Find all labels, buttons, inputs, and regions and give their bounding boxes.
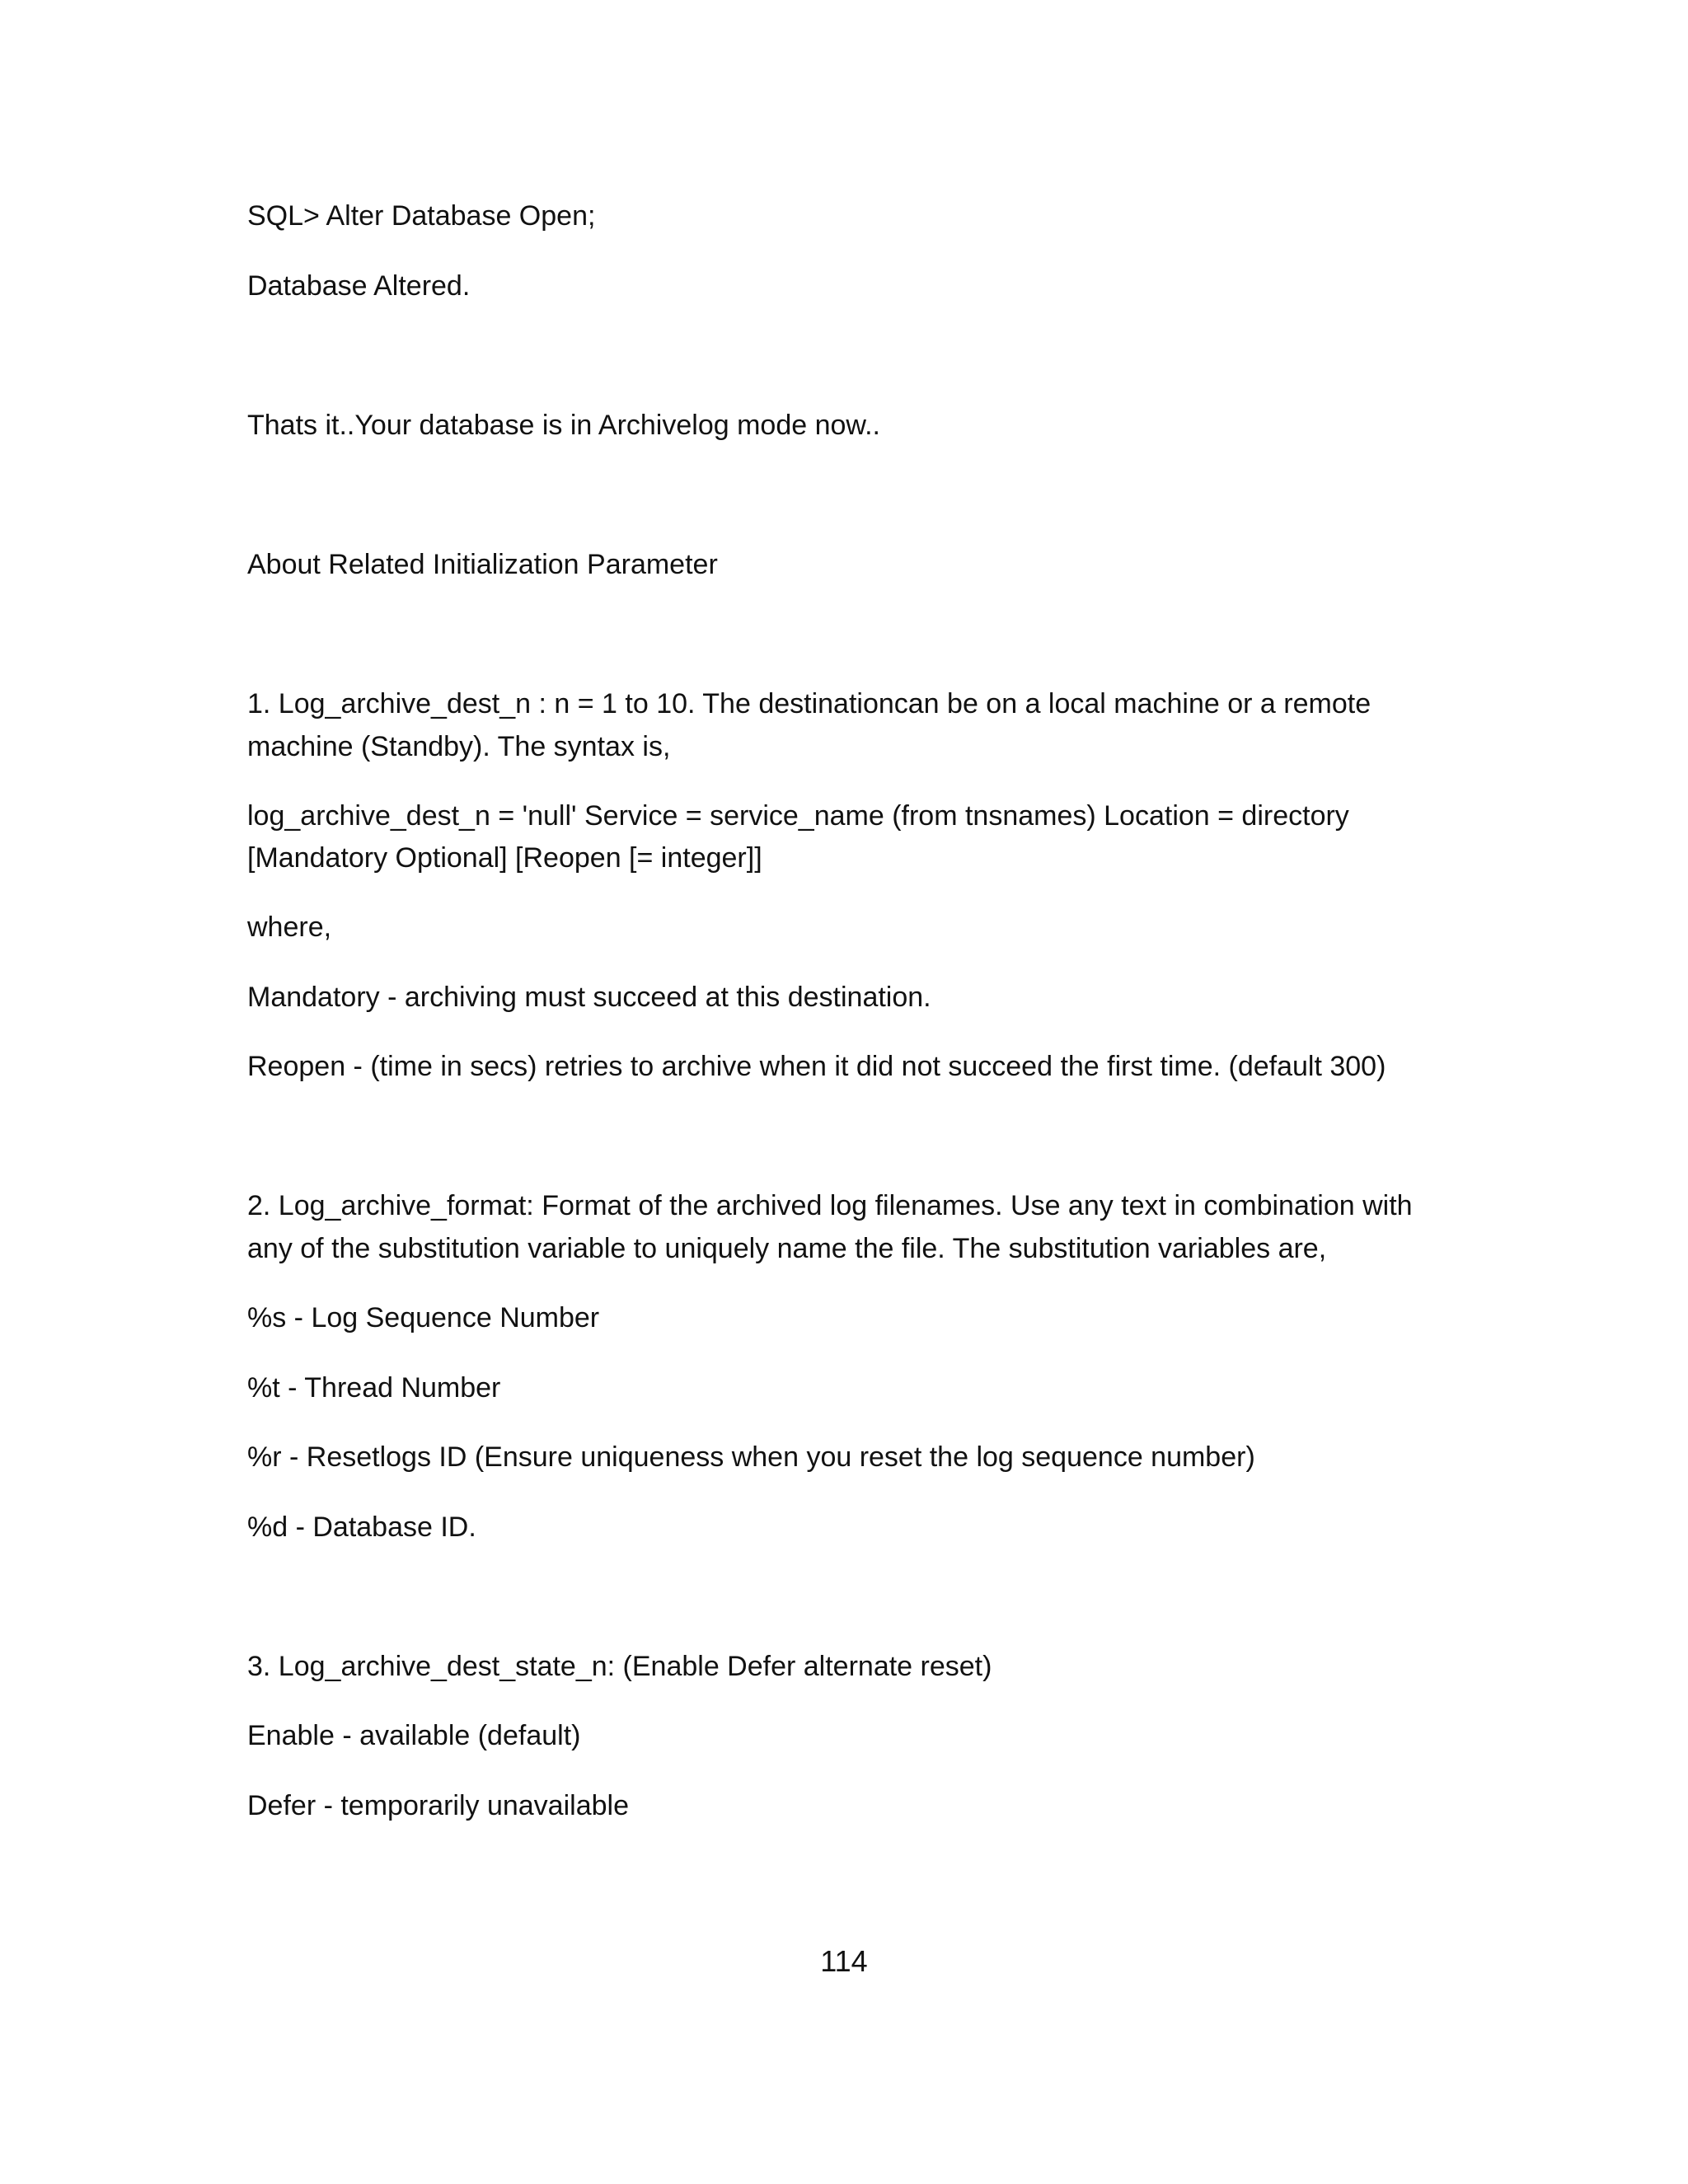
substitution-d: %d - Database ID. — [247, 1511, 476, 1543]
substitution-r: %r - Resetlogs ID (Ensure uniqueness when you reset the log sequence number) — [247, 1441, 1255, 1473]
substitution-s: %s - Log Sequence Number — [247, 1302, 600, 1333]
item-2-line-1: 2. Log_archive_format: Format of the archived log filenames. Use any text in combination with — [247, 1190, 1413, 1221]
syntax-line-1: log_archive_dest_n = 'null' Service = service_name (from tnsnames) Location = directory — [247, 800, 1349, 832]
archivelog-mode-text: Thats it..Your database is in Archivelog mode now.. — [247, 410, 880, 441]
section-heading: About Related Initialization Parameter — [247, 549, 718, 580]
item-1-line-1: 1. Log_archive_dest_n : n = 1 to 10. The destinationcan be on a local machine or a remote — [247, 688, 1372, 719]
syntax-line-2: [Mandatory Optional] [Reopen [= integer]] — [247, 842, 762, 874]
where-text: where, — [247, 912, 332, 943]
page-number: 114 — [820, 1944, 868, 1978]
mandatory-text: Mandatory - archiving must succeed at this destination. — [247, 982, 931, 1013]
enable-text: Enable - available (default) — [247, 1720, 581, 1751]
database-altered-text: Database Altered. — [247, 270, 471, 302]
defer-text: Defer - temporarily unavailable — [247, 1790, 629, 1821]
sql-open-command: SQL> Alter Database Open; — [247, 200, 596, 232]
item-1-line-2: machine (Standby). The syntax is, — [247, 731, 671, 762]
substitution-t: %t - Thread Number — [247, 1372, 501, 1404]
item-2-line-2: any of the substitution variable to uniquely name the file. The substitution variables are, — [247, 1233, 1327, 1264]
item-3-line: 3. Log_archive_dest_state_n: (Enable Defer alternate reset) — [247, 1651, 992, 1682]
reopen-text: Reopen - (time in secs) retries to archive when it did not succeed the first time. (default 300) — [247, 1051, 1386, 1082]
